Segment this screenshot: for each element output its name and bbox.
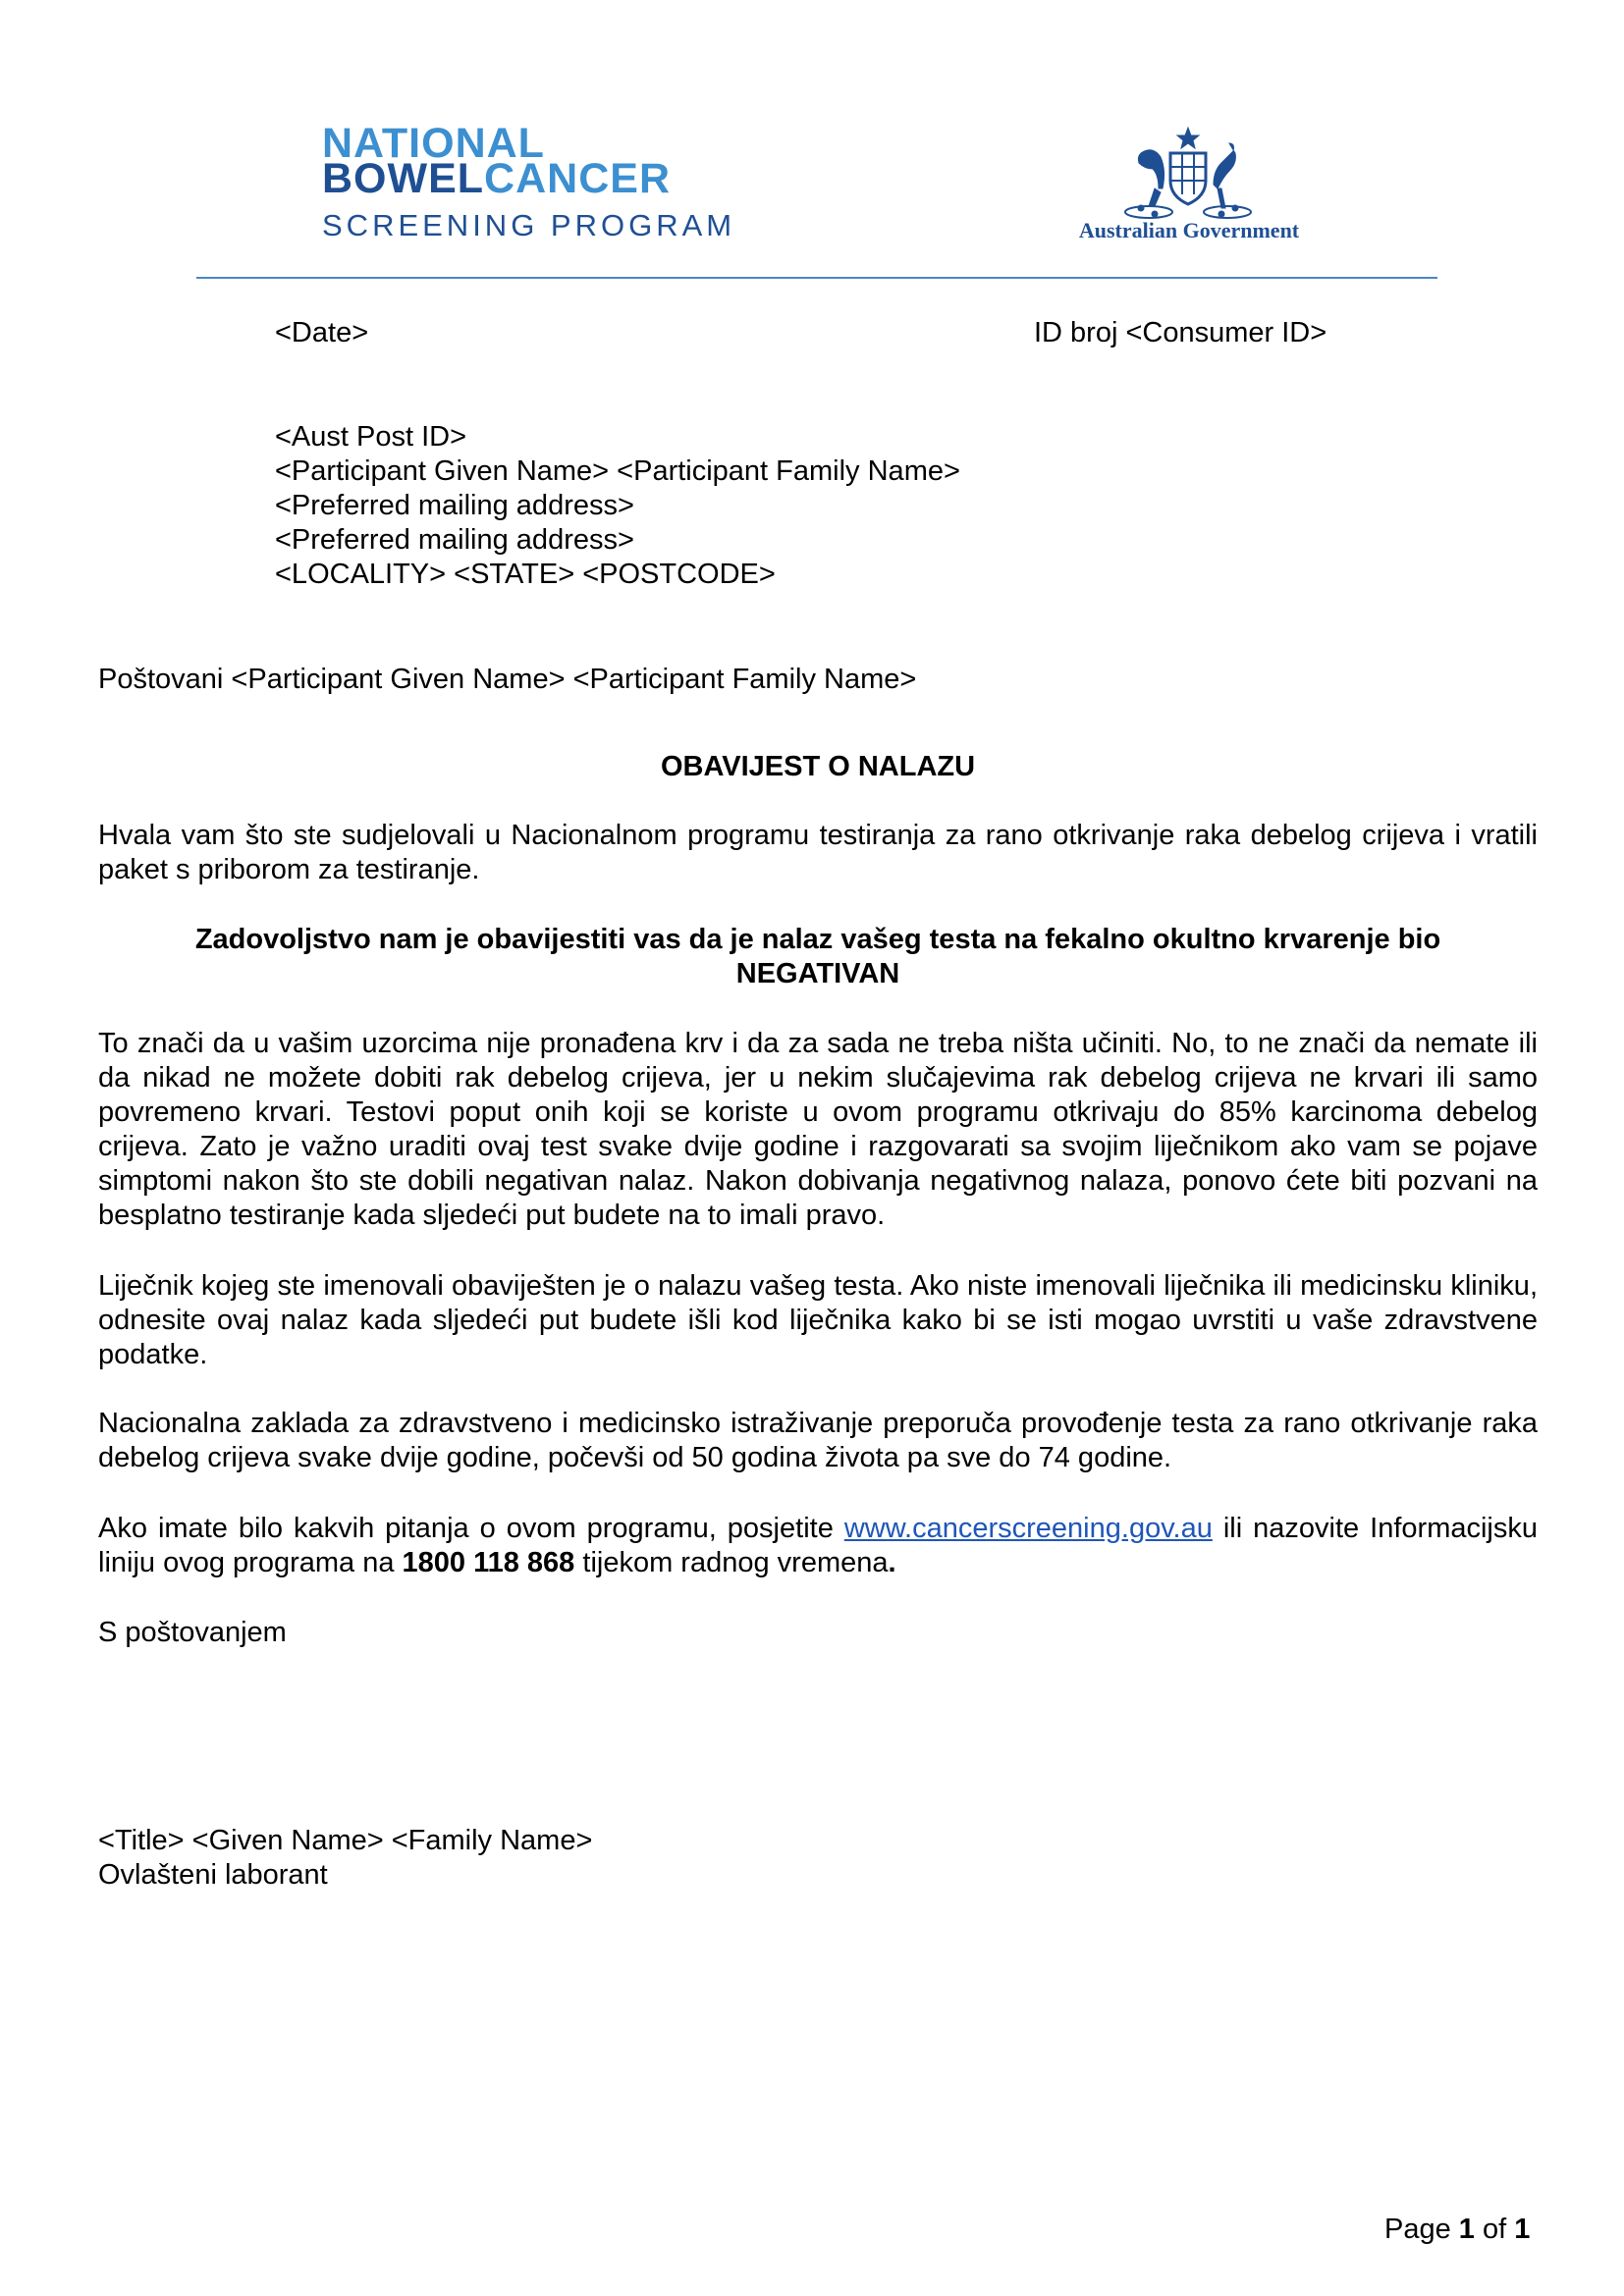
- aust-post-id: <Aust Post ID>: [275, 421, 467, 453]
- recommendation-paragraph: Nacionalna zaklada za zdravstveno i medicinsko istraživanje preporuča provođenje testa za rano otkrivanje raka debelog crijeva svake dvije godine, počevši od 50 godina života pa sve do 74 godine.: [98, 1408, 1538, 1473]
- closing: S poštovanjem: [98, 1617, 287, 1648]
- page-total: 1: [1514, 2214, 1531, 2245]
- contact-text-before: Ako imate bilo kakvih pitanja o ovom programu, posjetite: [98, 1513, 844, 1544]
- salutation: Poštovani <Participant Given Name> <Participant Family Name>: [98, 664, 917, 695]
- contact-text-after: tijekom radnog vremena: [574, 1547, 889, 1578]
- result-line: Zadovoljstvo nam je obavijestiti vas da je nalaz vašeg testa na fekalno okultno krvarenje bio: [194, 924, 1441, 955]
- page-word: Page: [1384, 2214, 1451, 2245]
- explanation-paragraph: To znači da u vašim uzorcima nije pronađena krv i da za sada ne treba ništa učiniti. No, to ne znači da nemate ili da nikad ne možete dobiti rak debelog crijeva, jer u nekim slučajevima rak debelog crijeva ne krvari ili samo povremeno krvari. Testovi poput onih koji se koriste u ovom programu otkrivaju do 85% karcinoma debelog crijeva. Zato je važno uraditi ovaj test svake dvije godine i razgovarati sa svojim liječnikom ako vam se pojave simptomi nakon što ste dobili negativan nalaz. Nakon dobivanja negativnog nalaza, ponovo ćete biti pozvani na besplatno testiranje kada sljedeći put budete na to imali pravo.: [98, 1028, 1538, 1231]
- signatory-role: Ovlašteni laborant: [98, 1859, 328, 1891]
- header-divider: [196, 277, 1437, 279]
- page-number: [1384, 2213, 1530, 2247]
- intro-paragraph: Hvala vam što ste sudjelovali u Nacionalnom programu testiranja za rano otkrivanje raka debelog crijeva i vratili paket s priborom za testiranje.: [98, 820, 1538, 885]
- website-link[interactable]: www.cancerscreening.gov.au: [843, 1513, 1213, 1544]
- program-logo: [322, 120, 736, 242]
- doctor-paragraph: Liječnik kojeg ste imenovali obaviješten je o nalazu vašeg testa. Ako niste imenovali liječnika ili medicinsku kliniku, odnesite ovaj nalaz kada sljedeći put budete išli kod liječnika kako bi se isti mogao uvrstiti u vaše zdravstvene podatke.: [98, 1270, 1538, 1370]
- consumer-id: ID broj <Consumer ID>: [1034, 317, 1327, 348]
- result-statement: [98, 923, 1538, 991]
- letter-heading: OBAVIJEST O NALAZU: [660, 751, 976, 782]
- locality-line: <LOCALITY> <STATE> <POSTCODE>: [275, 559, 776, 590]
- logo-word-bowel: BOWEL: [322, 155, 485, 202]
- logo-line-bowel-cancer: [322, 155, 735, 202]
- signatory-name: <Title> <Given Name> <Family Name>: [98, 1825, 593, 1856]
- phone-number: 1800 118 868: [402, 1547, 575, 1578]
- contact-text-middle: ili nazovite Informacijsku liniju ovog programa na: [98, 1513, 1538, 1578]
- government-name: Australian Government: [1078, 218, 1300, 242]
- page-current: 1: [1458, 2214, 1475, 2245]
- coat-of-arms-icon: [1119, 124, 1257, 222]
- logo-line-screening-program: SCREENING PROGRAM: [322, 208, 736, 242]
- logo-line-national: NATIONAL: [322, 120, 545, 167]
- contact-paragraph: [98, 1512, 1538, 1580]
- mailing-address-1: <Preferred mailing address>: [275, 490, 634, 521]
- contact-period: .: [888, 1547, 896, 1578]
- date-field: <Date>: [275, 317, 369, 348]
- result-value: NEGATIVAN: [735, 958, 900, 989]
- participant-name: <Participant Given Name> <Participant Family Name>: [275, 455, 960, 487]
- mailing-address-2: <Preferred mailing address>: [275, 524, 634, 556]
- of-word: of: [1483, 2214, 1507, 2245]
- logo-word-cancer: CANCER: [484, 155, 671, 202]
